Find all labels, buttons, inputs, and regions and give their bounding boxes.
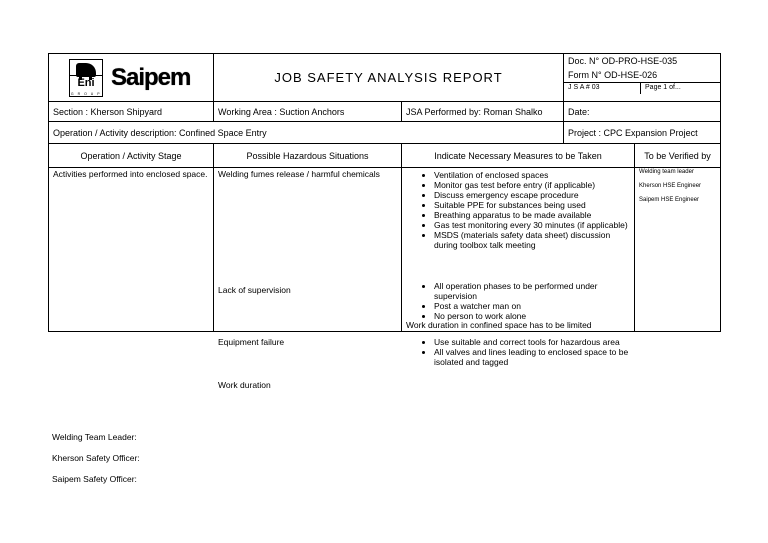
measures-list-1: [406, 170, 630, 250]
stage-cell: [49, 168, 214, 332]
signature-welding-leader: Welding Team Leader:: [52, 432, 137, 442]
measure-item: • Suitable PPE for substances being used: [434, 200, 630, 210]
measures-cell: [402, 168, 635, 367]
company-logo: [69, 59, 213, 97]
measure-item: • Post a watcher man on: [434, 301, 630, 311]
jsa-table: [48, 53, 721, 390]
project-field: Project : CPC Expansion Project: [564, 122, 721, 144]
stage-text: Activities performed into enclosed space.: [53, 169, 208, 179]
measures-list-2: [406, 281, 630, 321]
measure-item: • All valves and lines leading to enclosed space to be isolated and tagged: [434, 347, 630, 367]
jsa-number: J S A # 03: [564, 83, 641, 94]
working-area-field: Working Area : Suction Anchors: [214, 102, 402, 122]
signature-kherson-officer: Kherson Safety Officer:: [52, 453, 140, 463]
saipem-wordmark: Saipem: [111, 63, 191, 91]
hazard-item: Lack of supervision: [218, 285, 291, 295]
section-field: Section : Kherson Shipyard: [49, 102, 214, 122]
measure-item: • Ventilation of enclosed spaces: [434, 170, 630, 180]
signature-saipem-officer: Saipem Safety Officer:: [52, 474, 137, 484]
column-header-verified: To be Verified by: [635, 144, 721, 168]
measure-item: • Breathing apparatus to be made available: [434, 210, 630, 220]
verifier-item: Saipem HSE Engineer: [639, 197, 700, 203]
form-number: Form N° OD-HSE-026: [568, 70, 658, 80]
verifier-item: Welding team leader: [639, 169, 694, 175]
hazards-cell: [214, 168, 402, 390]
column-header-hazards: Possible Hazardous Situations: [214, 144, 402, 168]
verified-cell: [635, 168, 721, 332]
column-header-measures: Indicate Necessary Measures to be Taken: [402, 144, 635, 168]
measure-item: • Monitor gas test before entry (if applicable): [434, 180, 630, 190]
performed-by-field: JSA Performed by: Roman Shalko: [402, 102, 564, 122]
report-title: JOB SAFETY ANALYSIS REPORT: [214, 54, 564, 102]
doc-info: [564, 54, 721, 102]
eni-wordmark: Eni: [70, 75, 102, 89]
measure-item: • Discuss emergency escape procedure: [434, 190, 630, 200]
doc-number: Doc. N° OD-PRO-HSE-035: [568, 56, 678, 66]
verifier-item: Kherson HSE Engineer: [639, 183, 702, 189]
measure-item: • MSDS (materials safety data sheet) discussion during toolbox talk meeting: [434, 230, 630, 250]
measure-item: • Gas test monitoring every 30 minutes (if applicable): [434, 220, 630, 230]
operation-description: Operation / Activity description: Confined Space Entry: [49, 122, 564, 144]
hazard-item: Welding fumes release / harmful chemicals: [218, 169, 380, 179]
page-number: Page 1 of...: [645, 84, 681, 91]
measures-note: Work duration in confined space has to be limited: [406, 320, 592, 330]
measure-item: • Use suitable and correct tools for hazardous area: [434, 337, 630, 347]
eni-group-text: G R O U P: [70, 91, 102, 96]
eni-logo: [69, 59, 103, 97]
measure-item: • No person to work alone: [434, 311, 630, 321]
column-header-stage: Operation / Activity Stage: [49, 144, 214, 168]
hazard-item: Equipment failure: [218, 337, 285, 347]
date-field: Date:: [564, 102, 721, 122]
jsa-report: [48, 53, 720, 390]
measure-item: • All operation phases to be performed under supervision: [434, 281, 630, 301]
logo-cell: [49, 54, 214, 102]
hazard-item: Work duration: [218, 380, 271, 390]
verifier-list: [639, 169, 716, 203]
measures-list-3: [406, 337, 630, 367]
